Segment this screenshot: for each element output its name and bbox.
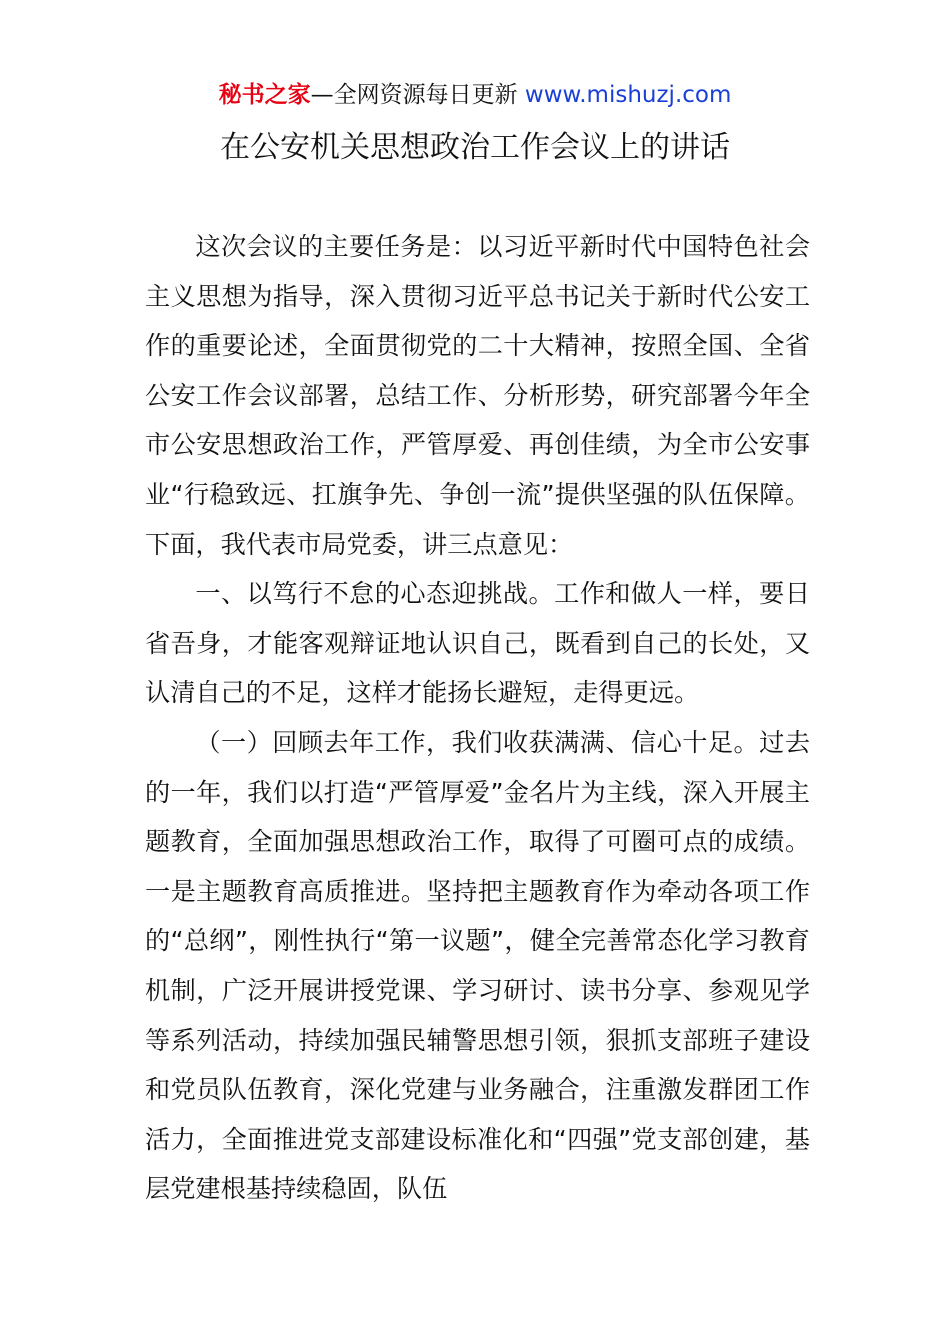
paragraph-subsection-one: （一）回顾去年工作，我们收获满满、信心十足。过去的一年，我们以打造“严管厚爱”金名片为主线，深入开展主题教育，全面加强思想政治工作，取得了可圈可点的成绩。一是主题教育高质推进。坚持把主题教育作为牵动各项工作的“总纲”，刚性执行“第一议题”，健全完善常态化学习教育机制，广泛开展讲授党课、学习研讨、读书分享、参观见学等系列活动，持续加强民辅警思想引领，狠抓支部班子建设和党员队伍教育，深化党建与业务融合，注重激发群团工作活力，全面推进党支部建设标准化和“四强”党支部创建，基层党建根基持续稳固，队伍: [145, 727, 810, 1204]
document-title: 在公安机关思想政治工作会议上的讲话: [220, 130, 730, 165]
paragraph-section-one: 一、以笃行不怠的心态迎挑战。工作和做人一样，要日省吾身，才能客观辩证地认识自己，既看到自己的长处，又认清自己的不足，这样才能扬长避短，走得更远。: [145, 579, 810, 708]
site-header: [0, 80, 950, 110]
document-body: [145, 222, 810, 1214]
paragraph-intro: 这次会议的主要任务是：以习近平新时代中国特色社会主义思想为指导，深入贯彻习近平总书记关于新时代公安工作的重要论述，全面贯彻党的二十大精神，按照全国、全省公安工作会议部署，总结工作、分析形势，研究部署今年全市公安思想政治工作，严管厚爱、再创佳绩，为全市公安事业“行稳致远、扛旗争先、争创一流”提供坚强的队伍保障。下面，我代表市局党委，讲三点意见：: [145, 232, 810, 559]
header-slogan: —全网资源每日更新: [310, 82, 518, 108]
brand-name: 秘书之家: [218, 82, 311, 108]
site-url-link[interactable]: www.mishuzj.com: [524, 82, 732, 108]
